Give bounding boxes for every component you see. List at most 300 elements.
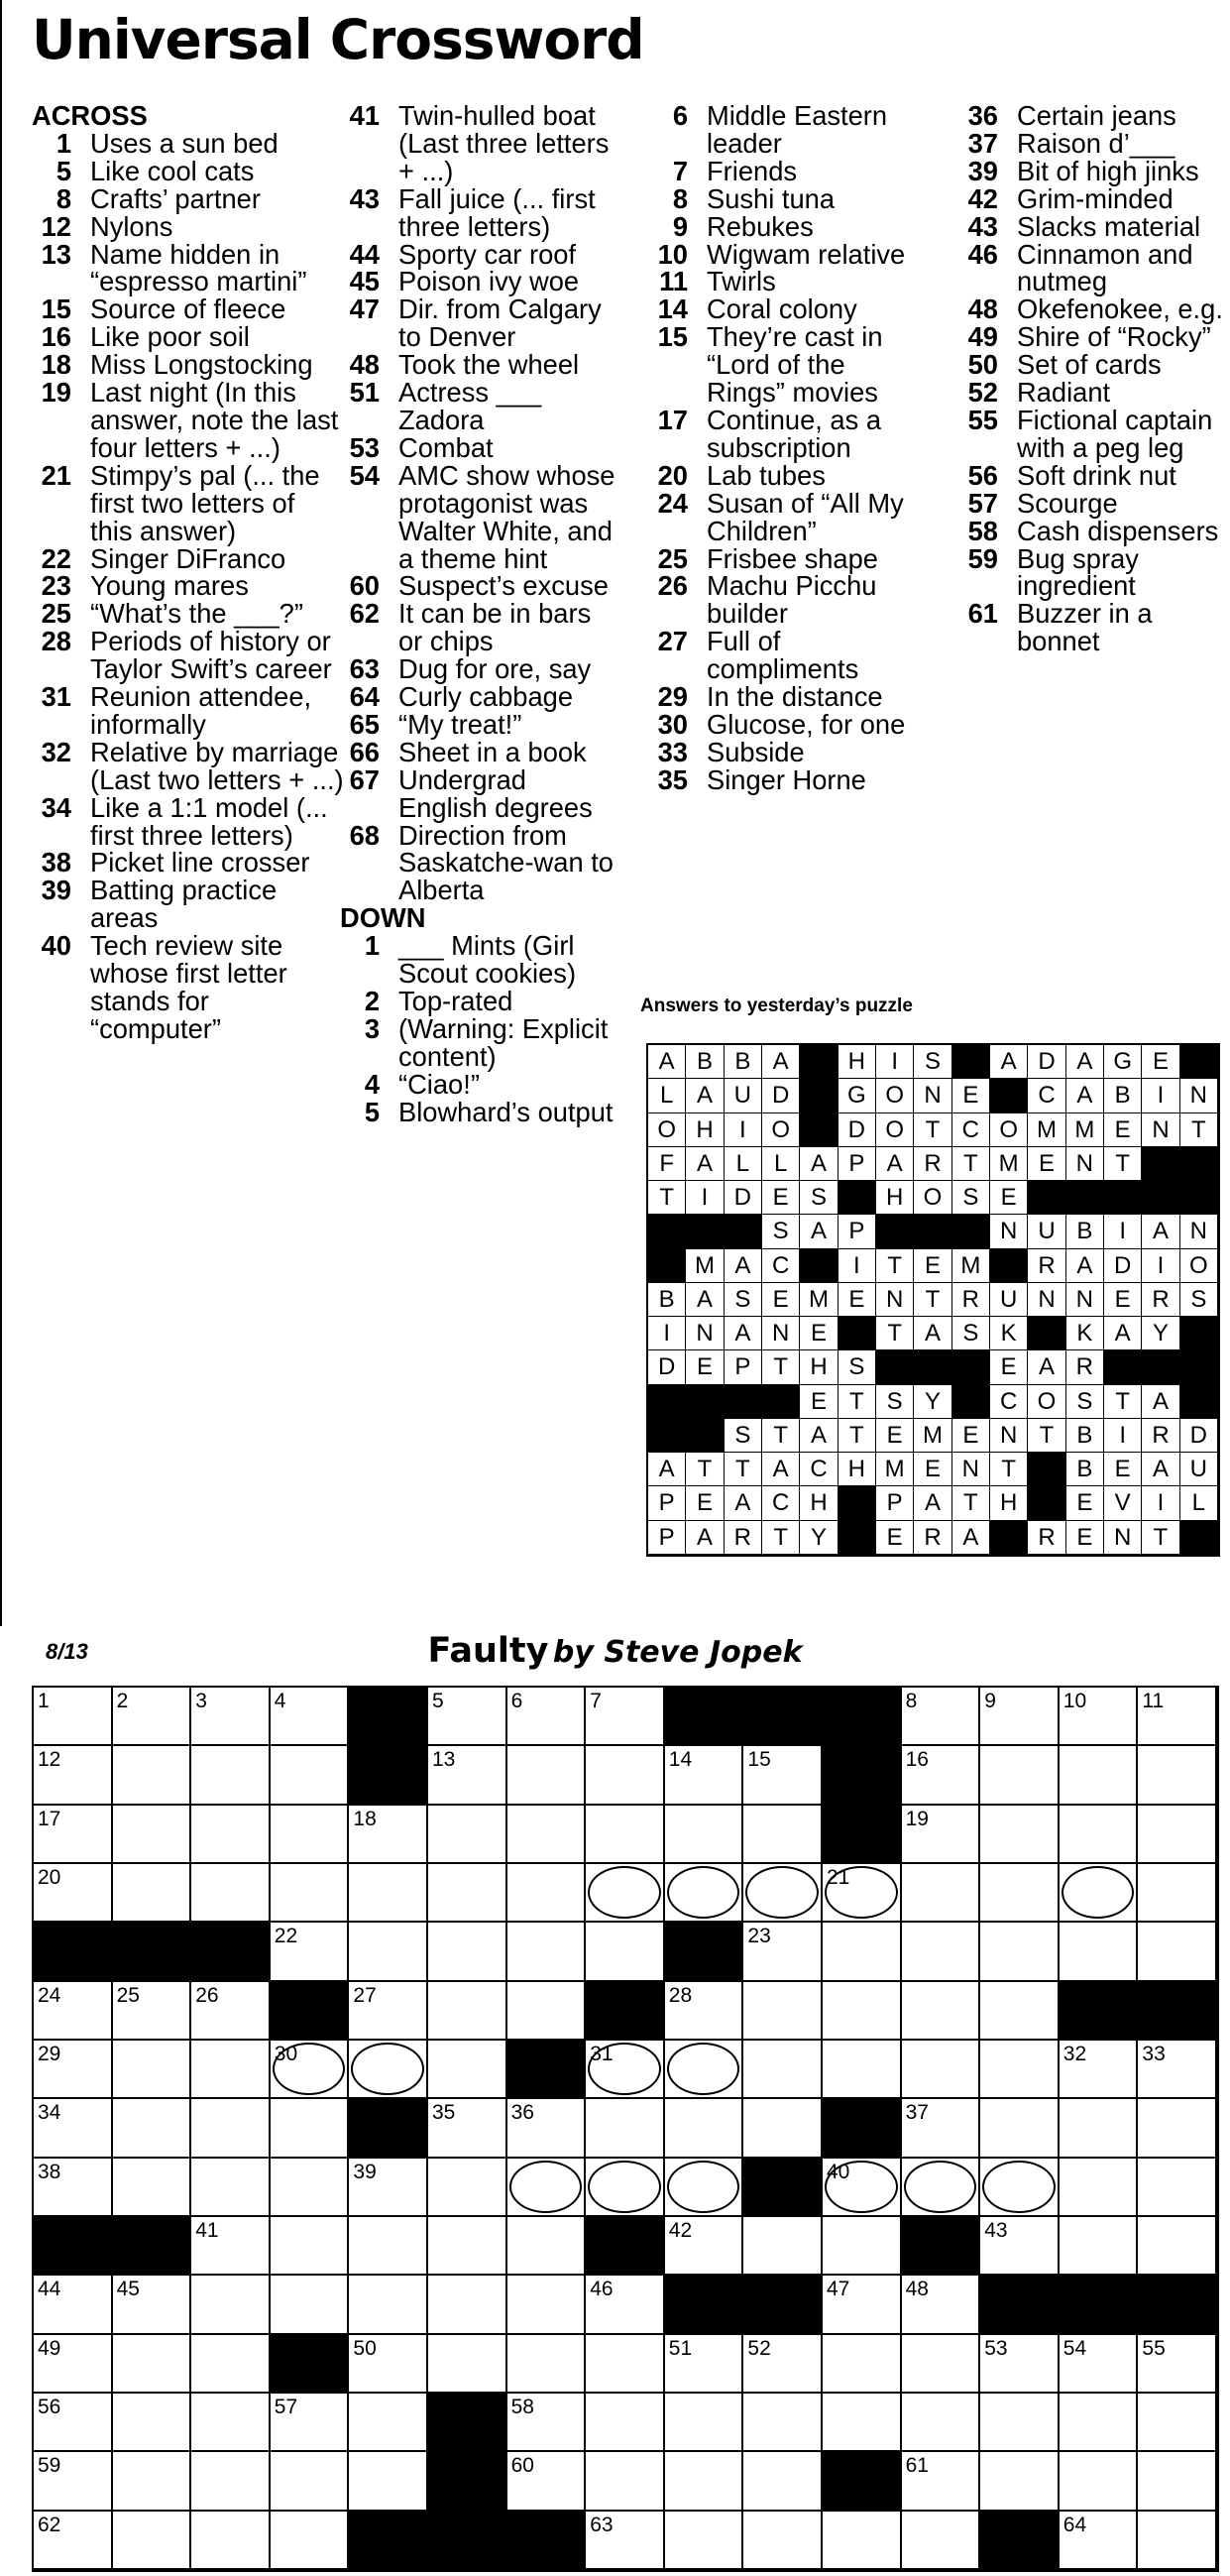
clue-number: 68 <box>349 819 380 851</box>
grid-cell[interactable] <box>743 1746 823 1805</box>
grid-cell[interactable] <box>428 2041 507 2099</box>
grid-cell[interactable] <box>586 2335 665 2394</box>
grid-cell[interactable] <box>113 2452 192 2511</box>
grid-cell[interactable] <box>271 1688 350 1746</box>
clue-text: Periods of history or Taylor Swift’s career <box>90 626 332 685</box>
grid-cell[interactable] <box>34 2394 113 2452</box>
grid-cell[interactable] <box>113 1688 192 1746</box>
grid-cell[interactable] <box>743 1864 823 1923</box>
grid-cell[interactable] <box>743 2394 823 2452</box>
answer-cell: A <box>800 1215 838 1248</box>
clue-item <box>648 323 931 407</box>
answer-cell: N <box>1066 1283 1104 1317</box>
clue-number: 50 <box>967 349 998 381</box>
grid-cell[interactable] <box>507 2099 587 2158</box>
clue-number: 7 <box>672 155 688 186</box>
clue-item <box>958 487 1230 519</box>
grid-cell[interactable] <box>902 2159 981 2217</box>
answer-cell: H <box>839 1453 876 1486</box>
cell-number: 52 <box>747 2336 771 2360</box>
answer-block <box>648 1215 686 1248</box>
grid-cell[interactable] <box>113 2512 192 2570</box>
clue-number: 64 <box>349 681 380 713</box>
clue-number: 5 <box>56 155 71 186</box>
grid-cell[interactable] <box>428 2276 507 2334</box>
grid-cell[interactable] <box>507 1864 587 1923</box>
clue-text: Tech review site whose first letter stands for “computer” <box>90 930 287 1044</box>
clue-item <box>32 542 344 574</box>
clue-item <box>340 268 622 295</box>
grid-cell[interactable] <box>665 2099 744 2158</box>
grid-cell[interactable] <box>902 1982 981 2041</box>
grid-cell[interactable] <box>1060 2335 1139 2394</box>
answer-block <box>1180 1350 1218 1384</box>
grid-cell[interactable] <box>507 2159 587 2217</box>
cell-number: 10 <box>1062 1690 1087 1712</box>
grid-cell[interactable] <box>902 1923 981 1981</box>
answer-cell: I <box>725 1113 762 1147</box>
answer-block <box>686 1385 724 1419</box>
grid-cell[interactable] <box>507 2394 587 2452</box>
grid-cell[interactable] <box>34 2335 113 2394</box>
grid-cell[interactable] <box>1060 2394 1139 2452</box>
grid-block <box>1138 2276 1217 2334</box>
grid-cell[interactable] <box>271 1746 350 1805</box>
clue-number: 48 <box>967 293 998 325</box>
clue-item <box>958 102 1230 130</box>
grid-cell[interactable] <box>113 2159 192 2217</box>
grid-cell[interactable] <box>743 2512 823 2570</box>
clue-item <box>958 238 1230 297</box>
answer-cell: E <box>876 1521 914 1555</box>
grid-cell[interactable] <box>428 1982 507 2041</box>
grid-cell[interactable] <box>428 2335 507 2394</box>
grid-cell[interactable] <box>902 2335 981 2394</box>
grid-cell[interactable] <box>34 1864 113 1923</box>
grid-cell[interactable] <box>349 2452 428 2511</box>
grid-cell[interactable] <box>191 1688 271 1746</box>
grid-block <box>507 2512 587 2570</box>
grid-cell[interactable] <box>902 1688 981 1746</box>
grid-cell[interactable] <box>743 2217 823 2276</box>
answer-cell: T <box>839 1419 876 1453</box>
grid-cell[interactable] <box>507 2276 587 2334</box>
grid-cell[interactable] <box>823 2276 902 2334</box>
cell-number: 3 <box>195 1690 207 1712</box>
grid-cell[interactable] <box>34 1806 113 1864</box>
grid-cell[interactable] <box>902 2276 981 2334</box>
grid-cell[interactable] <box>980 1688 1060 1746</box>
grid-cell[interactable] <box>113 2276 192 2334</box>
grid-cell[interactable] <box>113 1806 192 1864</box>
grid-cell[interactable] <box>743 2335 823 2394</box>
grid-cell[interactable] <box>823 2159 902 2217</box>
grid-cell[interactable] <box>271 2159 350 2217</box>
clue-text: “My treat!” <box>398 708 522 740</box>
grid-cell[interactable] <box>1060 2041 1139 2099</box>
grid-cell[interactable] <box>1138 2041 1217 2099</box>
grid-cell[interactable] <box>902 2041 981 2099</box>
clue-column-4 <box>958 102 1230 655</box>
answer-cell: R <box>914 1147 951 1181</box>
grid-cell[interactable] <box>1138 2512 1217 2570</box>
grid-cell[interactable] <box>1060 1688 1139 1746</box>
grid-cell[interactable] <box>665 2452 744 2511</box>
cell-number: 48 <box>905 2278 929 2301</box>
clue-number: 52 <box>967 377 998 409</box>
cell-number: 59 <box>38 2454 61 2478</box>
clue-item <box>32 791 344 851</box>
grid-cell[interactable] <box>823 1864 902 1923</box>
grid-cell[interactable] <box>665 2159 744 2217</box>
grid-cell[interactable] <box>428 2099 507 2158</box>
answer-cell: R <box>1028 1249 1065 1283</box>
grid-cell[interactable] <box>113 2041 192 2099</box>
grid-cell[interactable] <box>113 1864 192 1923</box>
grid-cell[interactable] <box>902 2099 981 2158</box>
grid-cell[interactable] <box>586 2394 665 2452</box>
circle-marker <box>904 2161 977 2213</box>
answer-block <box>1066 1181 1104 1215</box>
grid-cell[interactable] <box>507 1923 587 1981</box>
circle-marker <box>588 2161 661 2213</box>
clue-item <box>958 379 1230 407</box>
clue-item <box>340 379 622 434</box>
grid-cell[interactable] <box>428 1923 507 1981</box>
grid-cell[interactable] <box>1060 2099 1139 2158</box>
grid-cell[interactable] <box>349 2159 428 2217</box>
grid-cell[interactable] <box>1138 1923 1217 1981</box>
cell-number: 56 <box>38 2396 61 2418</box>
grid-cell[interactable] <box>34 1746 113 1805</box>
grid-cell[interactable] <box>980 2159 1060 2217</box>
grid-block <box>349 2099 428 2158</box>
grid-cell[interactable] <box>507 1982 587 2041</box>
clue-number: 25 <box>657 542 688 574</box>
clue-number: 2 <box>364 986 380 1016</box>
answer-cell: T <box>686 1453 724 1486</box>
grid-cell[interactable] <box>191 2335 271 2394</box>
grid-cell[interactable] <box>428 2217 507 2276</box>
grid-cell[interactable] <box>1060 2452 1139 2511</box>
clue-column-3 <box>648 102 931 794</box>
grid-cell[interactable] <box>743 1806 823 1864</box>
grid-cell[interactable] <box>902 2512 981 2570</box>
grid-cell[interactable] <box>823 2512 902 2570</box>
answer-block <box>800 1249 838 1283</box>
grid-cell[interactable] <box>823 1982 902 2041</box>
clue-text: Susan of “All My Children” <box>707 487 904 546</box>
grid-cell[interactable] <box>1060 2217 1139 2276</box>
clue-number: 57 <box>967 487 998 519</box>
grid-cell[interactable] <box>980 2335 1060 2394</box>
grid-cell[interactable] <box>191 1982 271 2041</box>
grid-cell[interactable] <box>507 2217 587 2276</box>
grid-cell[interactable] <box>271 2512 350 2570</box>
grid-cell[interactable] <box>507 1806 587 1864</box>
grid-cell[interactable] <box>1138 2217 1217 2276</box>
grid-cell[interactable] <box>1060 1806 1139 1864</box>
clue-text: ___ Mints (Girl Scout cookies) <box>398 930 577 990</box>
answer-block <box>1028 1453 1065 1486</box>
answer-cell: U <box>1180 1453 1218 1486</box>
grid-cell[interactable] <box>1138 2099 1217 2158</box>
grid-cell[interactable] <box>665 2394 744 2452</box>
grid-cell[interactable] <box>113 2394 192 2452</box>
clue-text: Raison d’___ <box>1017 127 1175 159</box>
grid-cell[interactable] <box>271 2099 350 2158</box>
answer-cell: N <box>1066 1147 1104 1181</box>
grid-cell[interactable] <box>271 1923 350 1981</box>
grid-cell[interactable] <box>271 2394 350 2452</box>
grid-cell[interactable] <box>823 2394 902 2452</box>
answer-cell: B <box>686 1045 724 1079</box>
clue-text: Top-rated <box>398 986 513 1016</box>
answer-cell: S <box>1066 1385 1104 1419</box>
grid-cell[interactable] <box>1060 1746 1139 1805</box>
grid-cell[interactable] <box>349 2276 428 2334</box>
grid-cell[interactable] <box>980 1923 1060 1981</box>
crossword-grid <box>32 1686 1219 2572</box>
grid-cell[interactable] <box>191 1864 271 1923</box>
clue-number: 13 <box>41 238 71 270</box>
grid-cell[interactable] <box>1138 2335 1217 2394</box>
grid-cell[interactable] <box>665 2217 744 2276</box>
grid-cell[interactable] <box>271 1864 350 1923</box>
cell-number: 8 <box>905 1690 918 1712</box>
grid-cell[interactable] <box>586 2099 665 2158</box>
answer-cell: N <box>1180 1079 1218 1112</box>
grid-cell[interactable] <box>349 2041 428 2099</box>
cell-number: 16 <box>905 1748 929 1772</box>
answer-cell: A <box>1066 1249 1104 1283</box>
cell-number: 34 <box>38 2101 61 2125</box>
grid-cell[interactable] <box>349 1982 428 2041</box>
grid-cell[interactable] <box>271 2276 350 2334</box>
answer-cell: A <box>952 1521 990 1555</box>
clue-item <box>340 819 622 906</box>
grid-cell[interactable] <box>1138 1746 1217 1805</box>
clue-item <box>340 431 622 463</box>
grid-cell[interactable] <box>586 2041 665 2099</box>
clue-number: 49 <box>967 321 998 353</box>
answer-cell: I <box>686 1181 724 1215</box>
grid-cell[interactable] <box>349 1806 428 1864</box>
grid-cell[interactable] <box>34 2041 113 2099</box>
grid-cell[interactable] <box>271 2452 350 2511</box>
answer-block <box>990 1249 1028 1283</box>
clue-text: Crafts’ partner <box>90 182 261 214</box>
answer-cell: Y <box>914 1385 951 1419</box>
grid-cell[interactable] <box>980 2452 1060 2511</box>
clue-text: Like cool cats <box>90 155 255 186</box>
grid-cell[interactable] <box>1138 1864 1217 1923</box>
grid-cell[interactable] <box>823 2041 902 2099</box>
grid-cell[interactable] <box>34 2099 113 2158</box>
grid-cell[interactable] <box>1060 1864 1139 1923</box>
grid-cell[interactable] <box>349 1923 428 1981</box>
grid-cell[interactable] <box>271 2217 350 2276</box>
grid-cell[interactable] <box>665 2512 744 2570</box>
clue-number: 38 <box>41 847 71 878</box>
grid-cell[interactable] <box>980 1982 1060 2041</box>
clue-number: 55 <box>967 404 998 435</box>
clue-text: Wigwam relative <box>707 238 906 270</box>
answer-cell: O <box>1180 1249 1218 1283</box>
grid-cell[interactable] <box>271 2041 350 2099</box>
grid-cell[interactable] <box>428 1806 507 1864</box>
cell-number: 55 <box>1142 2336 1166 2360</box>
answer-cell: T <box>876 1249 914 1283</box>
grid-cell[interactable] <box>1060 2159 1139 2217</box>
grid-cell[interactable] <box>34 1688 113 1746</box>
grid-cell[interactable] <box>1138 2452 1217 2511</box>
grid-cell[interactable] <box>823 1923 902 1981</box>
grid-cell[interactable] <box>665 1746 744 1805</box>
grid-cell[interactable] <box>113 1746 192 1805</box>
grid-cell[interactable] <box>34 2512 113 2570</box>
grid-cell[interactable] <box>980 1864 1060 1923</box>
grid-cell[interactable] <box>586 1923 665 1981</box>
clue-number: 41 <box>349 100 380 131</box>
cell-number: 32 <box>1062 2043 1087 2065</box>
grid-cell[interactable] <box>1138 1806 1217 1864</box>
grid-cell[interactable] <box>902 1806 981 1864</box>
clue-number: 36 <box>967 100 998 131</box>
grid-cell[interactable] <box>1138 2394 1217 2452</box>
grid-cell[interactable] <box>980 2394 1060 2452</box>
clue-number: 27 <box>657 626 688 657</box>
grid-cell[interactable] <box>428 2159 507 2217</box>
clue-text: In the distance <box>707 681 883 713</box>
grid-cell[interactable] <box>34 2159 113 2217</box>
answer-block <box>914 1350 951 1384</box>
grid-cell[interactable] <box>902 1746 981 1805</box>
clue-text: “What’s the ___?” <box>90 598 303 630</box>
grid-cell[interactable] <box>113 1982 192 2041</box>
grid-cell[interactable] <box>349 2394 428 2452</box>
grid-cell[interactable] <box>586 1806 665 1864</box>
grid-cell[interactable] <box>349 1864 428 1923</box>
grid-cell[interactable] <box>191 2512 271 2570</box>
grid-cell[interactable] <box>586 2512 665 2570</box>
grid-cell[interactable] <box>191 2394 271 2452</box>
cell-number: 37 <box>905 2101 929 2125</box>
grid-cell[interactable] <box>191 2041 271 2099</box>
grid-cell[interactable] <box>902 1864 981 1923</box>
grid-cell[interactable] <box>980 1806 1060 1864</box>
grid-cell[interactable] <box>191 2099 271 2158</box>
grid-cell[interactable] <box>1138 1688 1217 1746</box>
cell-number: 14 <box>668 1748 693 1772</box>
grid-cell[interactable] <box>665 1806 744 1864</box>
grid-cell[interactable] <box>743 2099 823 2158</box>
grid-cell[interactable] <box>586 2159 665 2217</box>
grid-cell[interactable] <box>665 2041 744 2099</box>
grid-cell[interactable] <box>743 2041 823 2099</box>
clue-text: Fall juice (... first three letters) <box>398 182 596 242</box>
answer-cell: A <box>1142 1215 1179 1248</box>
grid-cell[interactable] <box>902 2452 981 2511</box>
grid-cell[interactable] <box>586 1746 665 1805</box>
grid-cell[interactable] <box>823 2335 902 2394</box>
grid-cell[interactable] <box>1060 2512 1139 2570</box>
grid-cell[interactable] <box>586 2452 665 2511</box>
clue-text: Singer Horne <box>707 763 866 795</box>
puzzle-byline: by Steve Jopek <box>552 1635 803 1670</box>
grid-cell[interactable] <box>743 1923 823 1981</box>
grid-cell[interactable] <box>428 1864 507 1923</box>
grid-cell[interactable] <box>586 1864 665 1923</box>
answer-block <box>1104 1350 1142 1384</box>
grid-cell[interactable] <box>34 2276 113 2334</box>
grid-cell[interactable] <box>428 1746 507 1805</box>
grid-cell[interactable] <box>743 1982 823 2041</box>
grid-cell[interactable] <box>1138 2159 1217 2217</box>
grid-cell[interactable] <box>34 2452 113 2511</box>
grid-cell[interactable] <box>428 1688 507 1746</box>
grid-cell[interactable] <box>271 1806 350 1864</box>
grid-cell[interactable] <box>586 2276 665 2334</box>
clue-number: 15 <box>41 293 71 325</box>
clue-item <box>32 238 344 297</box>
answer-block <box>1180 1045 1218 1079</box>
grid-cell[interactable] <box>980 2099 1060 2158</box>
clue-number: 46 <box>967 238 998 270</box>
grid-cell[interactable] <box>823 2217 902 2276</box>
grid-cell[interactable] <box>743 2452 823 2511</box>
grid-cell[interactable] <box>980 2217 1060 2276</box>
grid-cell[interactable] <box>665 2335 744 2394</box>
grid-cell[interactable] <box>507 1688 587 1746</box>
down-heading: DOWN <box>340 902 426 934</box>
grid-cell[interactable] <box>586 1688 665 1746</box>
grid-cell[interactable] <box>191 2217 271 2276</box>
grid-cell[interactable] <box>191 1806 271 1864</box>
grid-cell[interactable] <box>191 2452 271 2511</box>
cell-number: 46 <box>590 2278 614 2301</box>
grid-cell[interactable] <box>34 1982 113 2041</box>
clue-text: Cash dispensers <box>1017 515 1219 546</box>
answer-cell: R <box>725 1521 762 1555</box>
grid-cell[interactable] <box>507 1746 587 1805</box>
grid-cell[interactable] <box>902 2394 981 2452</box>
grid-cell[interactable] <box>349 2217 428 2276</box>
grid-cell[interactable] <box>191 2276 271 2334</box>
grid-cell[interactable] <box>507 2452 587 2511</box>
answer-cell: F <box>648 1147 686 1181</box>
answer-cell: N <box>1028 1283 1065 1317</box>
grid-cell[interactable] <box>665 1864 744 1923</box>
clue-text: Cinnamon and nutmeg <box>1017 238 1193 297</box>
grid-cell[interactable] <box>191 1746 271 1805</box>
clue-number: 28 <box>41 626 71 657</box>
grid-cell[interactable] <box>113 2335 192 2394</box>
grid-cell[interactable] <box>507 2335 587 2394</box>
clue-number: 53 <box>349 431 380 463</box>
grid-cell[interactable] <box>980 1746 1060 1805</box>
grid-cell[interactable] <box>980 2041 1060 2099</box>
answer-cell: S <box>839 1350 876 1384</box>
grid-cell[interactable] <box>665 1982 744 2041</box>
grid-block <box>586 1982 665 2041</box>
grid-cell[interactable] <box>349 2335 428 2394</box>
grid-cell[interactable] <box>191 2159 271 2217</box>
clue-item <box>648 572 931 628</box>
grid-cell[interactable] <box>113 2099 192 2158</box>
grid-cell[interactable] <box>1060 1923 1139 1981</box>
clue-number: 9 <box>672 210 688 242</box>
